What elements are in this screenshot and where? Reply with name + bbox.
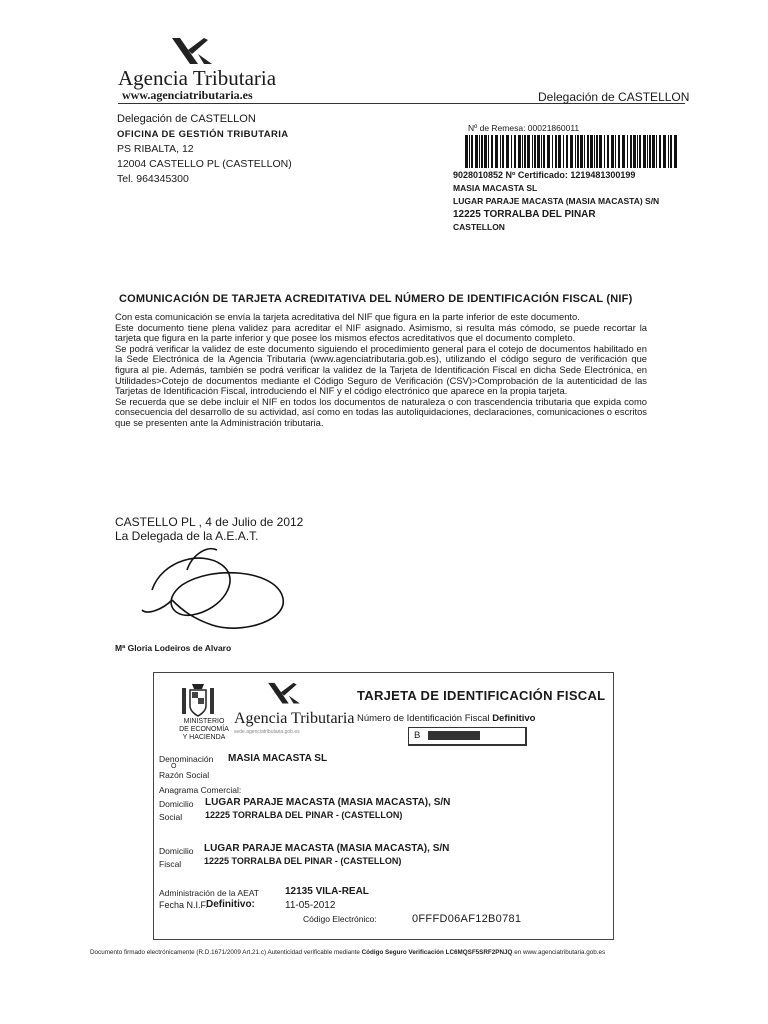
domicilio-fiscal-label: Domicilio: [159, 846, 194, 856]
administracion-label: Administración de la AEAT: [159, 888, 259, 898]
recipient-address: [453, 182, 659, 234]
domicilio-fiscal-line-2: 12225 TORRALBA DEL PINAR - (CASTELLON): [204, 856, 402, 866]
brand-name: Agencia Tributaria: [118, 66, 277, 90]
sender-line-1: Delegación de CASTELLON: [117, 113, 256, 125]
ministerio-label: [164, 718, 244, 742]
ministerio-line-1: MINISTERIO: [183, 718, 225, 725]
domicilio-social-line-1: LUGAR PARAJE MACASTA (MASIA MACASTA), S/N: [205, 797, 451, 808]
agencia-tributaria-logo-icon: [168, 36, 216, 68]
body-paragraph-2: Este documento tiene plena validez para acreditar el NIF asignado. Asimismo, si resulta más cómodo, se puede recortar la tarjeta que figura en la parte inferior y que posee los mismos efectos acreditativos que el documento completo.: [115, 321, 647, 344]
header-delegacion: Delegación de CASTELLON: [538, 90, 690, 104]
denominacion-o: O: [171, 763, 177, 770]
denominacion-label: Denominación: [159, 754, 214, 764]
date-line: CASTELLO PL , 4 de Julio de 2012: [115, 515, 304, 529]
anagrama-label: Anagrama Comercial:: [159, 785, 242, 795]
fiscal-label: Fiscal: [159, 859, 182, 869]
certificado-number: 9028010852 Nº Certificado: 1219481300199: [453, 170, 636, 180]
body-paragraph-3: Se podrá verificar la validez de este documento siguiendo el procedimiento general para el cotejo de documentos habilitado en la Sede Electrónica de la Agencia Tributaria (www.agenciatributaria.gob.es), utilizando el código seguro de verificación que figura al pie. Además, también se podrá verificar la validez de la Tarjeta de Identificación Fiscal en dicha Sede Electrónica, en Utilidades>Cotejo de documentos mediante el Código Seguro de Verificación (CSV)>Comprobación de la autenticidad de las Tarjetas de Identificación Fiscal, introduciendo el NIF y el código electrónico que aparece en la propia tarjeta.: [115, 342, 647, 397]
footer-suffix[interactable]: en www.agenciatributaria.gob.es: [514, 949, 606, 956]
recipient-address-1: LUGAR PARAJE MACASTA (MASIA MACASTA) S/N: [453, 196, 660, 206]
card-brand-sub: sede.agenciatributaria.gob.es: [234, 729, 300, 735]
recipient-address-2: 12225 TORRALBA DEL PINAR: [453, 209, 596, 220]
recipient-name: MASIA MACASTA SL: [453, 183, 538, 193]
nif-label-text: Número de Identificación Fiscal: [357, 713, 490, 724]
fecha-nif-definitivo: Definitivo:: [206, 899, 255, 910]
coat-of-arms-icon: [176, 682, 220, 718]
remesa-number: Nº de Remesa: 00021860011: [468, 123, 580, 133]
codigo-electronico-label: Código Electrónico:: [303, 914, 377, 924]
sender-line-5: Tel. 964345300: [117, 173, 189, 185]
ministerio-line-2: DE ECONOMÍA: [179, 726, 229, 733]
nif-value: B: [414, 730, 421, 741]
footer-note: [90, 949, 605, 956]
sender-line-3: PS RIBALTA, 12: [117, 143, 194, 155]
fecha-nif-label: Fecha N.I.F.: [159, 900, 208, 910]
delegada-line: La Delegada de la A.E.A.T.: [115, 529, 259, 543]
nif-status: Definitivo: [492, 713, 536, 724]
domicilio-social-label: Domicilio: [159, 799, 194, 809]
body-paragraph-4: Se recuerda que se debe incluir el NIF en todos los documentos de naturaleza o con trascendencia tributaria que expida como consecuencia del desarrollo de su actividad, así como en todas las autoliquidaciones, declaraciones, comunicaciones o escritos que se presenten ante la Administración tributaria.: [115, 395, 647, 428]
barcode: [465, 135, 681, 168]
sender-line-2: OFICINA DE GESTIÓN TRIBUTARIA: [117, 129, 289, 140]
social-label: Social: [159, 812, 183, 822]
recipient-province: CASTELLON: [453, 222, 505, 232]
denominacion-value: MASIA MACASTA SL: [228, 753, 328, 764]
domicilio-social-line-2: 12225 TORRALBA DEL PINAR - (CASTELLON): [205, 810, 403, 820]
footer-prefix: Documento firmado electrónicamente (R.D.1671/2009 Art.21.c) Autenticidad verificable mediante: [90, 949, 360, 956]
sender-line-4: 12004 CASTELLO PL (CASTELLON): [117, 158, 292, 170]
nif-label: [357, 713, 535, 724]
card-brand-name: Agencia Tributaria: [234, 710, 355, 727]
footer-csv: Código Seguro Verificación LC6MQSF5SRF2PNJQ: [361, 949, 513, 956]
body-text: [115, 312, 647, 429]
administracion-value: 12135 VILA-REAL: [285, 886, 369, 897]
handwritten-signature: [132, 540, 302, 640]
domicilio-fiscal-line-1: LUGAR PARAJE MACASTA (MASIA MACASTA), S/N: [204, 843, 450, 854]
brand-url[interactable]: www.agenciatributaria.es: [122, 88, 253, 102]
signer-name: Mª Gloria Lodeiros de Alvaro: [115, 643, 232, 653]
nif-redaction: [428, 731, 480, 740]
codigo-electronico-value: 0FFFD06AF12B0781: [412, 913, 522, 925]
ministerio-line-3: Y HACIENDA: [182, 734, 226, 741]
sender-address: [117, 112, 292, 187]
razon-social-label: Razón Social: [159, 770, 210, 780]
card-agencia-logo-icon: [265, 680, 303, 708]
body-paragraph-1: Con esta comunicación se envía la tarjeta acreditativa del NIF que figura en la parte inferior de este documento.: [115, 311, 580, 322]
fecha-nif-value: 11-05-2012: [285, 900, 336, 911]
card-title: TARJETA DE IDENTIFICACIÓN FISCAL: [357, 688, 606, 703]
document-title: COMUNICACIÓN DE TARJETA ACREDITATIVA DEL NÚMERO DE IDENTIFICACIÓN FISCAL (NIF): [119, 293, 633, 305]
